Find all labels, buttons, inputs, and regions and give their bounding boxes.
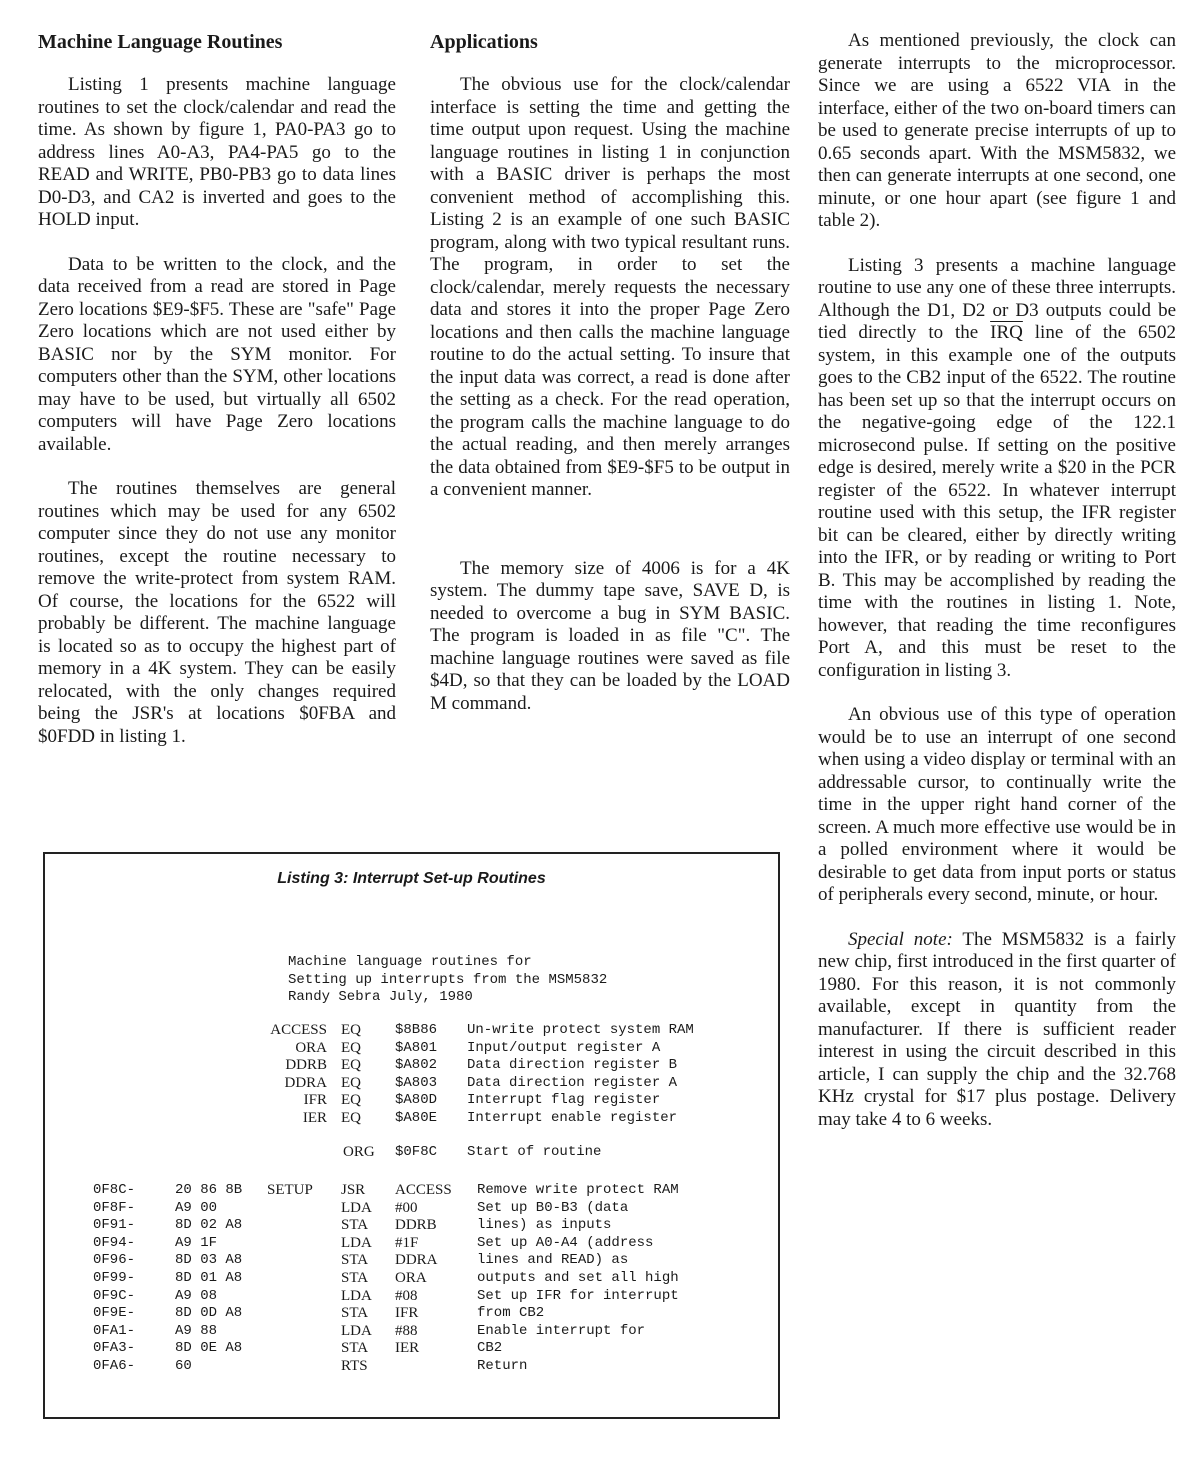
- equate-row: [45, 1075, 778, 1093]
- code-bytes: A9 08: [175, 1287, 218, 1304]
- equate-label: IER: [302, 1109, 327, 1126]
- equate-row: [45, 1022, 778, 1040]
- equate-value: $A80D: [395, 1092, 438, 1108]
- paragraph-text: line of the 6502 system, in this example one of the outputs goes to the CB2 input of the 6522. The routine has been set up so that the interrupt occurs on the negative-going edge of the 122.1 microsecond pulse. If setting on the positive edge is desired, merely write a $20 in the PCR register of the 6522. In whatever interrupt routine used with this setup, the IFR register bit can be cleared, either by directly writing into the IFR, or by reading or writing to Port B. This may be accomplished by reading the time with the routines in listing 1. Note, however, that reading the time reconfigures Port A, and this must be reset to the configuration in listing 3.: [818, 322, 1176, 681]
- equate-row: [45, 1110, 778, 1128]
- code-address: 0FA6-: [93, 1358, 136, 1374]
- equate-value: $A801: [395, 1039, 438, 1056]
- code-bytes: 8D 0E A8: [175, 1340, 243, 1357]
- code-opcode: STA: [341, 1305, 369, 1322]
- code-bytes: 20 86 8B: [175, 1182, 243, 1198]
- equate-directive: EQ: [341, 1039, 361, 1056]
- code-opcode: LDA: [341, 1199, 372, 1216]
- paragraph: Data to be written to the clock, and the data received from a read are stored in Page Zero locations $E9-$F5. These are "safe" Page Zero locations which are not used either by BASIC nor by the SYM monitor. For computers other than the SYM, other locations may have to be used, but virtually all 6502 computers will have Page Zero locations available.: [38, 253, 396, 455]
- paragraph-text: The MSM5832 is a fairly new chip, first introduced in the first quarter of 1980. For this reason, it is not commonly available, except in quantity from the manufacturer. If there is sufficient reader interest in using the circuit described in this article, I can supply the chip and the 32.768 KHz crystal for $17 plus postage. Delivery may take 4 to 6 weeks.: [818, 928, 1176, 1130]
- code-comment: Set up B0-B3 (data: [477, 1199, 629, 1216]
- code-operand: DDRB: [395, 1217, 437, 1234]
- equate-value: $8B86: [395, 1022, 438, 1038]
- paragraph-special-note: [818, 929, 1176, 1132]
- code-address: 0F91-: [93, 1217, 136, 1234]
- listing-header-comment: [288, 954, 607, 1007]
- column-left: [38, 30, 396, 748]
- special-note-lead: Special note:: [848, 928, 953, 950]
- org-comment: Start of routine: [467, 1144, 602, 1160]
- code-label: SETUP: [267, 1182, 313, 1198]
- equate-label: DDRB: [285, 1057, 327, 1073]
- code-address: 0F94-: [93, 1234, 136, 1251]
- irq-signal-text: $\overline{IRQ}$: [990, 322, 1023, 343]
- section-heading-applications: Applications: [430, 31, 538, 53]
- code-operand: DDRA: [395, 1252, 438, 1269]
- equate-row: [45, 1040, 778, 1058]
- code-comment: Remove write protect RAM: [477, 1182, 679, 1198]
- code-row: [45, 1200, 778, 1218]
- equate-comment: Interrupt flag register: [467, 1092, 661, 1108]
- code-address: 0F9E-: [93, 1305, 136, 1322]
- equate-directive: EQ: [341, 1092, 361, 1108]
- code-row: [45, 1182, 778, 1200]
- code-bytes: 60: [175, 1358, 192, 1374]
- code-address: 0F8F-: [93, 1199, 136, 1216]
- code-operand: #00: [395, 1199, 418, 1216]
- code-address: 0FA1-: [93, 1322, 136, 1339]
- code-row: [45, 1358, 778, 1376]
- paragraph: As mentioned previously, the clock can generate interrupts to the microprocessor. Since we are using a 6522 VIA in the interface, either of the two on-board timers can be used to generate precise interrupts of up to 0.65 seconds apart. With the MSM5832, we then can generate interrupts at one second, one minute, or one hour apart (see figure 1 and table 2).: [818, 30, 1176, 231]
- code-comment: Set up A0-A4 (address: [477, 1234, 654, 1251]
- code-operand: IFR: [395, 1305, 419, 1322]
- paragraph: Listing 1 presents machine language routines to set the clock/calendar and read the time. As shown by figure 1, PA0-PA3 go to address lines A0-A3, PA4-PA5 go to the READ and WRITE, PB0-PB3 go to data lines D0-D3, and CA2 is inverted and goes to the HOLD input.: [38, 74, 396, 230]
- column-middle: [430, 30, 790, 715]
- header-line: Setting up interrupts from the MSM5832: [288, 971, 608, 988]
- code-address: 0FA3-: [93, 1340, 136, 1357]
- code-row: [45, 1305, 778, 1323]
- equate-label: DDRA: [284, 1074, 327, 1091]
- code-comment: CB2: [477, 1340, 503, 1357]
- code-address: 0F99-: [93, 1270, 136, 1286]
- equate-value: $A803: [395, 1074, 438, 1091]
- code-comment: Set up IFR for interrupt: [477, 1287, 679, 1304]
- code-opcode: STA: [341, 1270, 369, 1286]
- code-row: [45, 1288, 778, 1306]
- code-address: 0F8C-: [93, 1182, 136, 1198]
- code-opcode: LDA: [341, 1287, 372, 1304]
- code-row: [45, 1340, 778, 1358]
- code-bytes: 8D 0D A8: [175, 1305, 243, 1322]
- code-bytes: A9 00: [175, 1199, 218, 1216]
- equate-value: $A802: [395, 1057, 438, 1073]
- code-operand: ACCESS: [395, 1182, 452, 1198]
- paragraph-text: Listing 3 presents a machine language routine to use any one of these three interrupts. Although the D1, D2 or D3 outputs could be tied directly to the: [818, 254, 1176, 343]
- code-bytes: 8D 03 A8: [175, 1252, 243, 1269]
- code-operand: #08: [395, 1287, 418, 1304]
- equate-comment: Un-write protect system RAM: [467, 1022, 694, 1038]
- equate-comment: Data direction register A: [467, 1074, 678, 1091]
- column-right: [818, 30, 1176, 1131]
- section-heading-machine-language: Machine Language Routines: [38, 31, 283, 53]
- paragraph-gap: [818, 682, 1176, 704]
- code-row: [45, 1217, 778, 1235]
- listing-title: Listing 3: Interrupt Set-up Routines: [277, 870, 546, 887]
- code-opcode: STA: [341, 1217, 369, 1234]
- code-opcode: RTS: [341, 1358, 368, 1374]
- listing-3-box: [43, 852, 780, 1419]
- code-opcode: STA: [341, 1252, 369, 1269]
- equate-label: ORA: [295, 1039, 327, 1056]
- equate-label: ACCESS: [270, 1022, 327, 1038]
- paragraph: The routines themselves are general routines which may be used for any 6502 computer since they do not use any monitor routines, except the routine necessary to remove the write-protect from system RAM. Of course, the locations for the 6522 will probably be different. The machine language is located so as to occupy the highest part of memory in a 4K system. They can be easily relocated, with the only changes required being the JSR's at locations $0FBA and $0FDD in listing 1.: [38, 478, 396, 747]
- code-operand: #1F: [395, 1234, 419, 1251]
- paragraph: The obvious use for the clock/calendar interface is setting the time and getting the time output upon request. Using the machine language routines in listing 1 in conjunction with a BASIC driver is perhaps the most convenient method of accomplishing this. Listing 2 is an example of one such BASIC program, along with two typical resultant runs. The program, in order to set the clock/calendar, merely requests the necessary data and stores it into the proper Page Zero locations and then calls the machine language routine to do the actual setting. To insure that the input data was correct, a read is done after the setting as a check. For the read operation, the program calls the machine language to do the actual reading, and then merely arranges the data obtained from $E9-$F5 to be output in a convenient manner.: [430, 74, 790, 500]
- equate-directive: EQ: [341, 1022, 361, 1038]
- code-bytes: A9 1F: [175, 1234, 218, 1251]
- paragraph: [818, 255, 1176, 683]
- code-operand: IER: [395, 1340, 420, 1357]
- equate-comment: Interrupt enable register: [467, 1109, 678, 1126]
- code-comment: lines and READ) as: [477, 1252, 629, 1269]
- code-operand: ORA: [395, 1270, 427, 1286]
- code-row: [45, 1323, 778, 1341]
- code-row: [45, 1235, 778, 1253]
- equate-label: IFR: [303, 1092, 327, 1108]
- paragraph: An obvious use of this type of operation would be to use an interrupt of one second when using a video display or terminal with an addressable cursor, to continually write the time in the upper right hand corner of the screen. A much more effective use would be in a polled environment where it would be desirable to get data from input ports or status of peripherals every second, minute, or hour.: [818, 704, 1176, 905]
- equate-directive: EQ: [341, 1074, 361, 1091]
- equate-row: [45, 1057, 778, 1075]
- code-comment: Enable interrupt for: [477, 1322, 646, 1339]
- code-comment: from CB2: [477, 1305, 545, 1322]
- code-operand: #88: [395, 1322, 418, 1339]
- equate-comment: Input/output register A: [467, 1039, 661, 1056]
- code-row: [45, 1270, 778, 1288]
- code-comment: lines) as inputs: [477, 1217, 612, 1234]
- equate-value: $A80E: [395, 1109, 438, 1126]
- code-bytes: A9 88: [175, 1322, 218, 1339]
- code-bytes: 8D 02 A8: [175, 1217, 243, 1234]
- header-line: Randy Sebra July, 1980: [288, 989, 473, 1005]
- code-comment: outputs and set all high: [477, 1270, 679, 1286]
- paragraph-gap: [38, 456, 396, 478]
- code-address: 0F9C-: [93, 1287, 136, 1304]
- code-comment: Return: [477, 1358, 528, 1374]
- code-opcode: JSR: [341, 1182, 366, 1198]
- equate-directive: EQ: [341, 1057, 361, 1073]
- code-opcode: STA: [341, 1340, 369, 1357]
- org-value: $0F8C: [395, 1144, 438, 1160]
- paragraph-gap: [38, 232, 396, 254]
- equate-row: [45, 1092, 778, 1110]
- code-opcode: LDA: [341, 1234, 372, 1251]
- paragraph-gap: [818, 233, 1176, 255]
- paragraph: The memory size of 4006 is for a 4K system. The dummy tape save, SAVE D, is needed to overcome a bug in SYM BASIC. The program is loaded in as file "C". The machine language routines were saved as file $4D, so that they can be loaded by the LOAD M command.: [430, 557, 790, 714]
- code-address: 0F96-: [93, 1252, 136, 1269]
- code-row: [45, 1252, 778, 1270]
- code-opcode: LDA: [341, 1322, 372, 1339]
- org-line: [45, 1144, 778, 1162]
- paragraph-gap: [818, 907, 1176, 929]
- code-bytes: 8D 01 A8: [175, 1270, 243, 1286]
- equate-directive: EQ: [341, 1109, 361, 1126]
- equate-comment: Data direction register B: [467, 1057, 678, 1073]
- org-directive: ORG: [343, 1144, 375, 1160]
- paragraph-gap: [430, 502, 790, 558]
- header-line: Machine language routines for: [288, 954, 532, 970]
